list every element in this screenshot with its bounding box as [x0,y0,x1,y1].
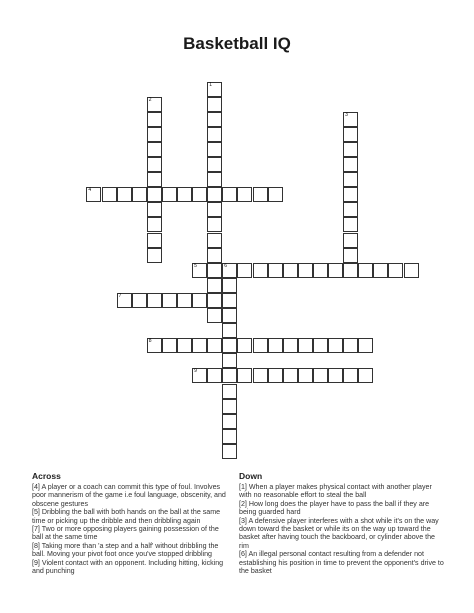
grid-cell[interactable] [313,263,328,278]
grid-cell[interactable] [283,263,298,278]
grid-cell[interactable] [207,368,222,383]
grid-cell[interactable] [207,187,222,202]
grid-cell[interactable] [207,217,222,232]
grid-cell[interactable] [343,187,358,202]
clue-number: 8 [148,338,152,345]
grid-cell[interactable] [283,368,298,383]
clue-number: 3 [345,111,348,118]
grid-cell[interactable] [192,368,207,383]
grid-cell[interactable] [328,338,343,353]
grid-cell[interactable] [177,293,192,308]
clue-number: 9 [194,368,197,375]
grid-cell[interactable] [268,368,283,383]
grid-cell[interactable] [86,187,101,202]
grid-cell[interactable] [192,263,207,278]
grid-cell[interactable] [117,187,132,202]
grid-cell[interactable] [147,97,162,112]
grid-cell[interactable] [207,97,222,112]
grid-cell[interactable] [222,187,237,202]
grid-cell[interactable] [358,368,373,383]
grid-cell[interactable] [343,157,358,172]
page-title: Basketball IQ [183,34,291,53]
grid-cell[interactable] [147,338,162,353]
grid-cell[interactable] [207,248,222,263]
grid-cell[interactable] [268,187,283,202]
down-heading: Down [239,471,263,481]
grid-cell[interactable] [237,187,252,202]
grid-cell[interactable] [147,217,162,232]
grid-cell[interactable] [404,263,419,278]
grid-cell[interactable] [207,202,222,217]
grid-cell[interactable] [253,263,268,278]
across-heading: Across [32,471,61,481]
grid-cell[interactable] [373,263,388,278]
grid-cell[interactable] [222,263,237,278]
grid-cell[interactable] [343,127,358,142]
grid-cell[interactable] [222,368,237,383]
down-clue-1: [1] When a player makes physical contact with another player with no reasonable effort to steal the ball [239,483,432,500]
grid-cell[interactable] [222,429,237,444]
across-clue-7: [7] Two or more opposing players gaining possession of the ball at the same time [32,525,219,542]
across-clue-5: [5] Dribbling the ball with both hands on the ball at the same time or picking up the dribble and then dribbling again [32,508,221,525]
grid-cell[interactable] [207,82,222,97]
grid-cell[interactable] [222,323,237,338]
grid-cell[interactable] [222,414,237,429]
grid-cell[interactable] [222,384,237,399]
grid-cell[interactable] [162,338,177,353]
grid-cell[interactable] [147,127,162,142]
down-clues [239,471,445,575]
grid-cell[interactable] [343,202,358,217]
grid-cell[interactable] [147,187,162,202]
clue-number: 7 [118,292,122,299]
grid-cell[interactable] [222,308,237,323]
grid-cell[interactable] [147,248,162,263]
grid-cell[interactable] [192,293,207,308]
grid-cell[interactable] [222,293,237,308]
grid-cell[interactable] [343,112,358,127]
grid-cell[interactable] [298,263,313,278]
across-clue-8: [8] Taking more than 'a step and a half' without dribbling the ball. Moving your pivot foot once you've stopped dribbling [32,541,219,559]
clue-number: 1 [209,81,212,88]
grid-cell[interactable] [147,202,162,217]
grid-cell[interactable] [117,293,132,308]
grid-cell[interactable] [237,263,252,278]
grid-cell[interactable] [207,263,222,278]
grid-cell[interactable] [253,338,268,353]
grid-cell[interactable] [132,187,147,202]
grid-cell[interactable] [177,187,192,202]
grid-cell[interactable] [207,142,222,157]
grid-cell[interactable] [132,293,147,308]
down-clue-2: [2] How long does the player have to pass the ball if they are being guarded hard [239,499,430,517]
grid-cell[interactable] [177,338,192,353]
grid-cell[interactable] [207,233,222,248]
grid-cell[interactable] [222,338,237,353]
grid-cell[interactable] [147,142,162,157]
grid-cell[interactable] [162,293,177,308]
across-clues [32,471,228,575]
grid-cell[interactable] [207,308,222,323]
grid-cell[interactable] [253,187,268,202]
grid-cell[interactable] [192,187,207,202]
grid-cell[interactable] [253,368,268,383]
grid-cell[interactable] [207,293,222,308]
grid-cell[interactable] [147,233,162,248]
grid-cell[interactable] [343,248,358,263]
grid-cell[interactable] [343,338,358,353]
grid-cell[interactable] [102,187,117,202]
grid-cell[interactable] [343,263,358,278]
grid-cell[interactable] [147,112,162,127]
grid-cell[interactable] [147,157,162,172]
grid-cell[interactable] [283,338,298,353]
clue-number: 4 [88,187,92,194]
grid-cell[interactable] [222,278,237,293]
grid-cell[interactable] [207,172,222,187]
grid-cell[interactable] [328,368,343,383]
grid-cell[interactable] [388,263,403,278]
grid-cell[interactable] [207,157,222,172]
grid-cell[interactable] [343,172,358,187]
grid-cell[interactable] [207,278,222,293]
grid-cell[interactable] [313,338,328,353]
grid-cell[interactable] [237,338,252,353]
down-clue-6: [6] An illegal personal contact resulting from a defender not establishing his position in time to prevent the opponent's drive to the basket [239,550,444,576]
grid-cell[interactable] [298,368,313,383]
clue-number: 6 [224,262,228,269]
grid-cell[interactable] [207,338,222,353]
grid-cell[interactable] [313,368,328,383]
down-clue-3: [3] A defensive player interferes with a shot while it's on the way down toward the basket or while its on the way up toward the basket after having touch the backboard, or cylinder above the rim [239,516,439,550]
grid-cell[interactable] [358,338,373,353]
clue-number: 2 [148,96,152,103]
across-clue-4: [4] A player or a coach can commit this type of foul. Involves poor mannerism of the game i.e foul language, obscenity, and obscene gestures [32,483,226,508]
grid-cell[interactable] [222,444,237,459]
grid-cell[interactable] [192,338,207,353]
grid-cell[interactable] [343,233,358,248]
grid-cell[interactable] [147,293,162,308]
grid-cell[interactable] [328,263,343,278]
grid-cell[interactable] [268,263,283,278]
grid-cell[interactable] [237,368,252,383]
grid-cell[interactable] [358,263,373,278]
grid-cell[interactable] [298,338,313,353]
grid-cell[interactable] [343,217,358,232]
grid-cell[interactable] [162,187,177,202]
grid-cell[interactable] [268,338,283,353]
grid-cell[interactable] [222,399,237,414]
grid-cell[interactable] [343,142,358,157]
clue-number: 5 [194,262,197,269]
grid-cell[interactable] [343,368,358,383]
grid-cell[interactable] [207,112,222,127]
grid-cell[interactable] [207,127,222,142]
grid-cell[interactable] [147,172,162,187]
grid-cell[interactable] [222,353,237,368]
across-clue-9: [9] Violent contact with an opponent. Including hitting, kicking and punching [32,558,224,576]
